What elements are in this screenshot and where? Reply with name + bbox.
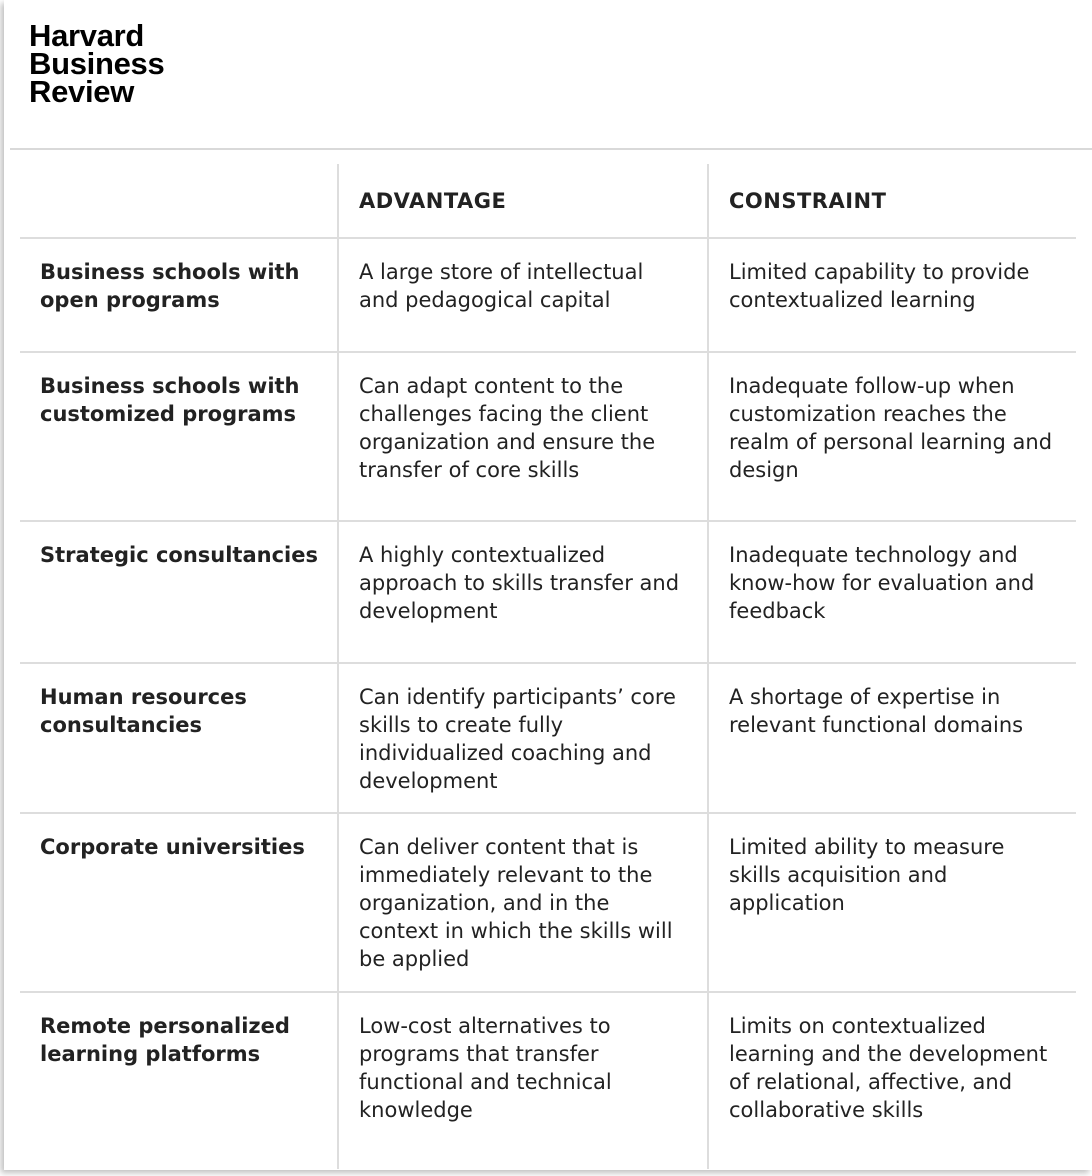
constraint-cell: Inadequate technology and know-how for evaluation and feedback bbox=[708, 521, 1076, 663]
header-constraint: CONSTRAINT bbox=[708, 164, 1076, 238]
provider-cell: Corporate universities bbox=[20, 813, 338, 992]
table-row bbox=[20, 352, 1076, 521]
advantage-cell: Low-cost alternatives to programs that transfer functional and technical knowledge bbox=[338, 992, 708, 1169]
constraint-cell: Inadequate follow-up when customization reaches the realm of personal learning and design bbox=[708, 352, 1076, 521]
header-advantage: ADVANTAGE bbox=[338, 164, 708, 238]
advantage-cell: Can adapt content to the challenges facing the client organization and ensure the transfer of core skills bbox=[338, 352, 708, 521]
logo-line: Business bbox=[29, 46, 165, 81]
provider-cell: Business schools with customized programs bbox=[20, 352, 338, 521]
table-row bbox=[20, 813, 1076, 992]
constraint-cell: A shortage of expertise in relevant functional domains bbox=[708, 663, 1076, 813]
provider-cell: Remote personalized learning platforms bbox=[20, 992, 338, 1169]
provider-cell: Strategic consultancies bbox=[20, 521, 338, 663]
table-row bbox=[20, 992, 1076, 1169]
provider-cell: Business schools with open programs bbox=[20, 238, 338, 352]
advantage-cell: A highly contextualized approach to skills transfer and development bbox=[338, 521, 708, 663]
logo-line: Harvard bbox=[29, 18, 145, 53]
table-row bbox=[20, 663, 1076, 813]
table-row bbox=[20, 238, 1076, 352]
divider bbox=[10, 148, 1092, 150]
table-row bbox=[20, 521, 1076, 663]
header-provider bbox=[20, 164, 338, 238]
advantage-cell: Can deliver content that is immediately relevant to the organization, and in the context in which the skills will be applied bbox=[338, 813, 708, 992]
advantage-cell: A large store of intellectual and pedagogical capital bbox=[338, 238, 708, 352]
constraint-cell: Limited ability to measure skills acquisition and application bbox=[708, 813, 1076, 992]
constraint-cell: Limited capability to provide contextualized learning bbox=[708, 238, 1076, 352]
constraint-cell: Limits on contextualized learning and the development of relational, affective, and collaborative skills bbox=[708, 992, 1076, 1169]
provider-cell: Human resources consultancies bbox=[20, 663, 338, 813]
comparison-table bbox=[20, 164, 1076, 1169]
header-row bbox=[20, 164, 1076, 238]
hbr-logo bbox=[29, 18, 165, 109]
advantage-cell: Can identify participants’ core skills to create fully individualized coaching and development bbox=[338, 663, 708, 813]
logo-line: Review bbox=[29, 74, 135, 109]
